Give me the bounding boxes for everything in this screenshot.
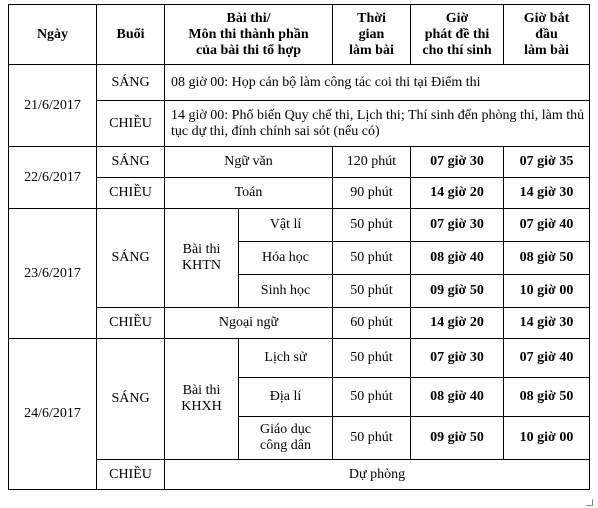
subject-cell: Toán: [165, 178, 333, 209]
date-cell: 23/6/2017: [9, 209, 97, 339]
subject-cell: Ngoại ngữ: [165, 308, 333, 339]
duration-cell: 50 phút: [333, 275, 411, 308]
start-time-cell: 14 giờ 30: [504, 178, 590, 209]
subject-cell: Giáo dục công dân: [239, 417, 333, 460]
distribute-time-cell: 14 giờ 20: [411, 178, 504, 209]
duration-cell: 50 phút: [333, 339, 411, 378]
duration-cell: 50 phút: [333, 242, 411, 275]
duration-cell: 90 phút: [333, 178, 411, 209]
header-row: [9, 5, 590, 65]
start-time-cell: 10 giờ 00: [504, 275, 590, 308]
session-cell: SÁNG: [97, 147, 165, 178]
note-cell: 08 giờ 00: Họp cán bộ làm công tác coi thi tại Điểm thi: [165, 65, 590, 101]
exam-schedule-table: [8, 4, 590, 490]
resize-grip-icon: [586, 499, 593, 506]
session-cell: CHIỀU: [97, 178, 165, 209]
duration-cell: 50 phút: [333, 378, 411, 417]
date-cell: 22/6/2017: [9, 147, 97, 209]
session-cell: SÁNG: [97, 209, 165, 308]
header-thoi-gian: Thời gian làm bài: [333, 5, 411, 65]
start-time-cell: 07 giờ 35: [504, 147, 590, 178]
session-cell: SÁNG: [97, 339, 165, 460]
note-cell: 14 giờ 00: Phổ biến Quy chế thi, Lịch thi; Thí sinh đến phòng thi, làm thủ tục dự thi, đính chính sai sót (nếu có): [165, 101, 590, 147]
session-cell: CHIỀU: [97, 101, 165, 147]
session-cell: CHIỀU: [97, 460, 165, 490]
table-row: [9, 209, 590, 242]
header-gio-phat-de: Giờ phát đề thi cho thí sinh: [411, 5, 504, 65]
subject-cell: Địa lí: [239, 378, 333, 417]
subject-cell: Ngữ văn: [165, 147, 333, 178]
subject-cell: Hóa học: [239, 242, 333, 275]
subject-cell: Lịch sử: [239, 339, 333, 378]
start-time-cell: 07 giờ 40: [504, 209, 590, 242]
duration-cell: 50 phút: [333, 209, 411, 242]
table-row: [9, 339, 590, 378]
header-gio-bat-dau: Giờ bắt đầu làm bài: [504, 5, 590, 65]
table-row: [9, 308, 590, 339]
distribute-time-cell: 07 giờ 30: [411, 339, 504, 378]
table-row: [9, 460, 590, 490]
table-row: [9, 147, 590, 178]
start-time-cell: 10 giờ 00: [504, 417, 590, 460]
distribute-time-cell: 09 giờ 50: [411, 275, 504, 308]
header-buoi: Buổi: [97, 5, 165, 65]
distribute-time-cell: 08 giờ 40: [411, 242, 504, 275]
duration-cell: 60 phút: [333, 308, 411, 339]
group-cell: Bài thi KHTN: [165, 209, 239, 308]
distribute-time-cell: 07 giờ 30: [411, 209, 504, 242]
start-time-cell: 14 giờ 30: [504, 308, 590, 339]
table-row: [9, 101, 590, 147]
reserve-cell: Dự phòng: [165, 460, 590, 490]
distribute-time-cell: 07 giờ 30: [411, 147, 504, 178]
distribute-time-cell: 09 giờ 50: [411, 417, 504, 460]
distribute-time-cell: 14 giờ 20: [411, 308, 504, 339]
header-bai-thi: Bài thi/ Môn thi thành phần của bài thi tổ hợp: [165, 5, 333, 65]
date-cell: 21/6/2017: [9, 65, 97, 147]
duration-cell: 50 phút: [333, 417, 411, 460]
table-row: [9, 178, 590, 209]
date-cell: 24/6/2017: [9, 339, 97, 490]
subject-cell: Vật lí: [239, 209, 333, 242]
start-time-cell: 08 giờ 50: [504, 378, 590, 417]
session-cell: CHIỀU: [97, 308, 165, 339]
start-time-cell: 08 giờ 50: [504, 242, 590, 275]
exam-schedule: [8, 4, 590, 490]
subject-cell: Sinh học: [239, 275, 333, 308]
distribute-time-cell: 08 giờ 40: [411, 378, 504, 417]
table-row: [9, 65, 590, 101]
group-cell: Bài thi KHXH: [165, 339, 239, 460]
duration-cell: 120 phút: [333, 147, 411, 178]
session-cell: SÁNG: [97, 65, 165, 101]
header-ngay: Ngày: [9, 5, 97, 65]
start-time-cell: 07 giờ 40: [504, 339, 590, 378]
